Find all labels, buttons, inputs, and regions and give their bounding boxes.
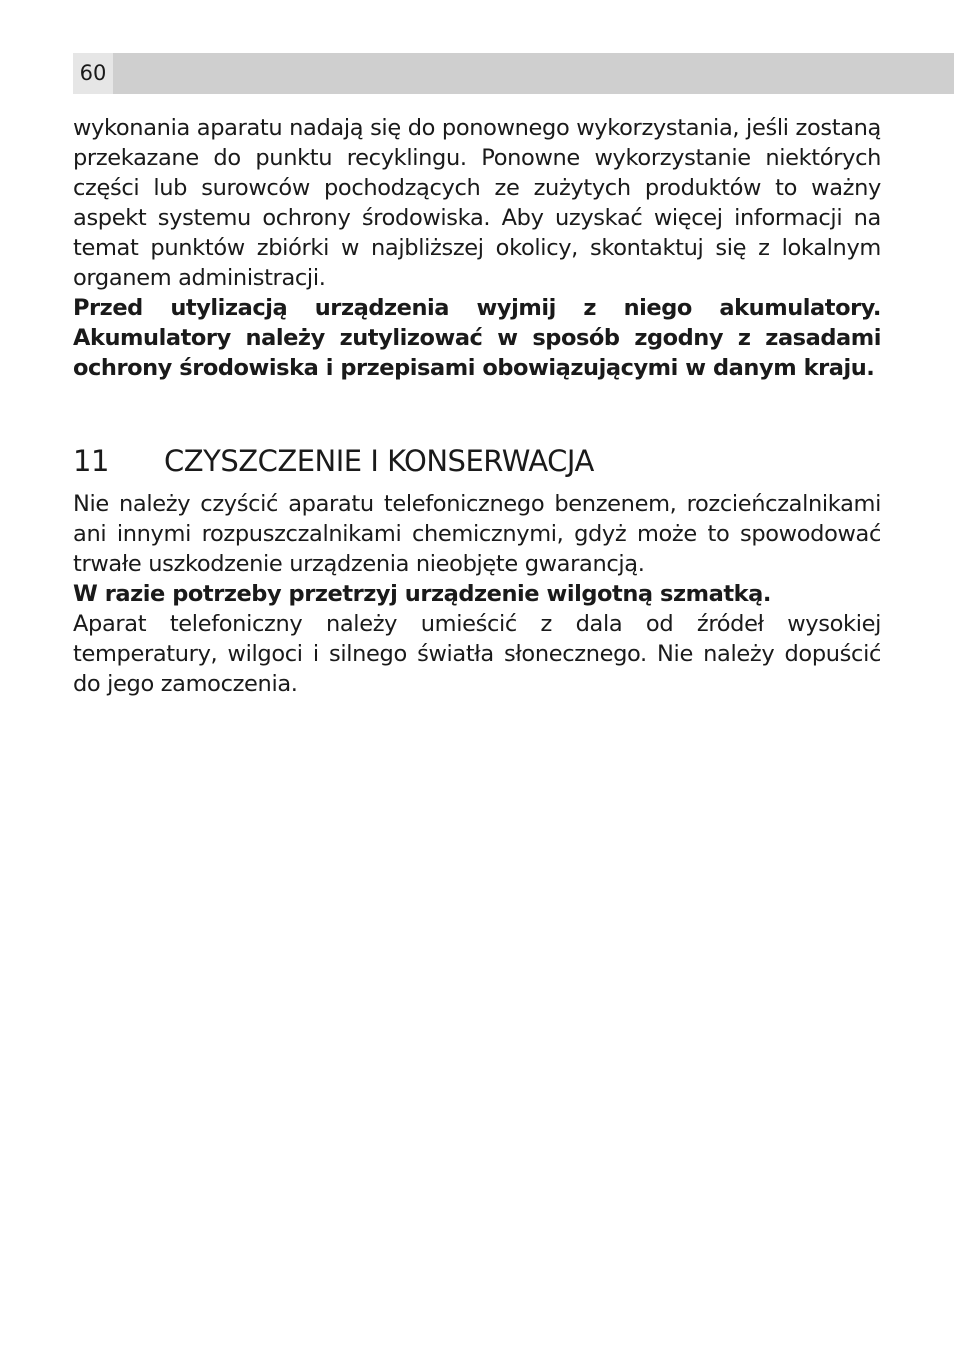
section-number: 11 xyxy=(73,444,109,478)
page-header-bar xyxy=(73,53,954,94)
recycling-paragraph: wykonania aparatu nadają się do ponownego wykorzystania, jeśli zostaną przekazane do punktu recyklingu. Ponowne wykorzystanie niektórych części lub surowców pochodzących ze zużytych produktów to ważny aspekt systemu ochrony środowiska. Aby uzyskać więcej informacji na temat punktów zbiórki w najbliższej okolicy, skontaktuj się z lokalnym organem administracji. xyxy=(73,115,881,291)
cleaning-warning-paragraph: Nie należy czyścić aparatu telefonicznego benzenem, rozcieńczalnikami ani innymi rozpuszczalnikami chemicznymi, gdyż może to spowodować trwałe uszkodzenie urządzenia nieobjęte gwarancją. xyxy=(73,491,881,577)
section-heading xyxy=(73,441,881,481)
cleaning-instruction-paragraph: W razie potrzeby przetrzyj urządzenie wilgotną szmatką. xyxy=(73,581,771,607)
page-content xyxy=(73,113,881,699)
placement-paragraph: Aparat telefoniczny należy umieścić z dala od źródeł wysokiej temperatury, wilgoci i silnego światła słonecznego. Nie należy dopuścić do jego zamoczenia. xyxy=(73,611,881,697)
section-title: CZYSZCZENIE I KONSERWACJA xyxy=(164,444,594,478)
battery-disposal-paragraph: Przed utylizacją urządzenia wyjmij z niego akumulatory. Akumulatory należy zutylizować w sposób zgodny z zasadami ochrony środowiska i przepisami obowiązującymi w danym kraju. xyxy=(73,295,881,381)
page-number: 60 xyxy=(73,53,113,94)
